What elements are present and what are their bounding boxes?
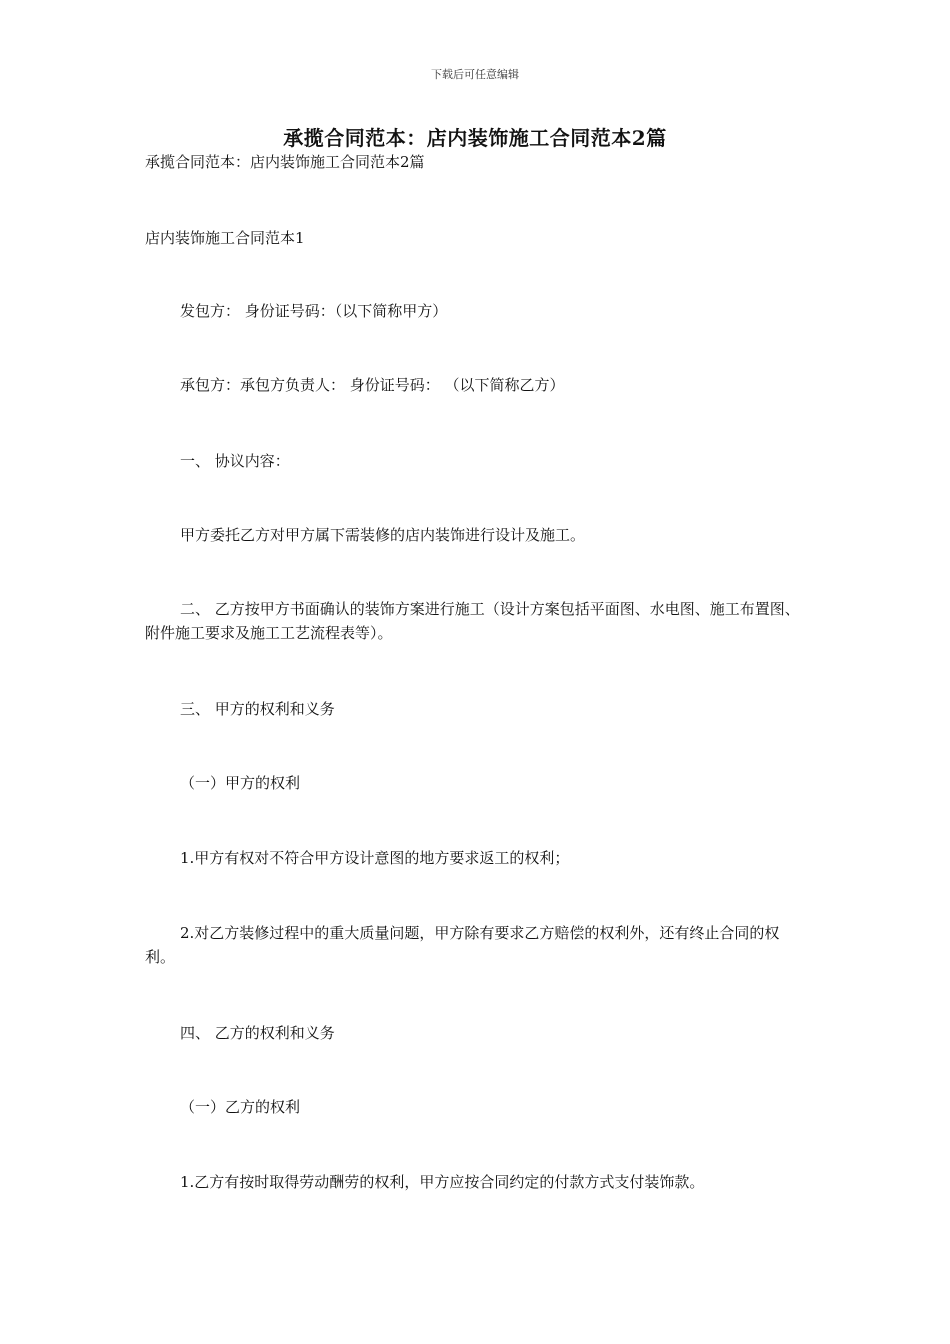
clause-3-subheading: （一）甲方的权利 [180,774,301,792]
document-title: 承揽合同范本：店内装饰施工合同范本2篇 [283,126,667,150]
clause-3-item-2: 2.对乙方装修过程中的重大质量问题，甲方除有要求乙方赔偿的权利外，还有终止合同的权利。 [145,924,780,966]
clause-4-heading: 四、 乙方的权利和义务 [180,1024,335,1042]
clause-3-heading: 三、 甲方的权利和义务 [180,700,335,718]
party-a-line: 发包方： 身份证号码：（以下简称甲方） [180,302,448,320]
clause-1-heading: 一、 协议内容： [180,452,290,470]
party-b-line: 承包方：承包方负责人： 身份证号码： （以下简称乙方） [180,376,565,394]
clause-4-item-1: 1.乙方有按时取得劳动酬劳的权利，甲方应按合同约定的付款方式支付装饰款。 [180,1173,705,1191]
clause-3-item-1: 1.甲方有权对不符合甲方设计意图的地方要求返工的权利； [180,849,570,867]
clause-2-paragraph: 二、 乙方按甲方书面确认的装饰方案进行施工（设计方案包括平面图、水电图、施工布置图、附件施工要求及施工工艺流程表等）。 [145,600,800,642]
clause-1-body: 甲方委托乙方对甲方属下需装修的店内装饰进行设计及施工。 [180,526,586,544]
clause-4-subheading: （一）乙方的权利 [180,1098,301,1116]
document-subtitle: 承揽合同范本：店内装饰施工合同范本2篇 [145,153,425,171]
header-note: 下载后可任意编辑 [431,68,519,81]
section-title: 店内装饰施工合同范本1 [145,229,305,247]
